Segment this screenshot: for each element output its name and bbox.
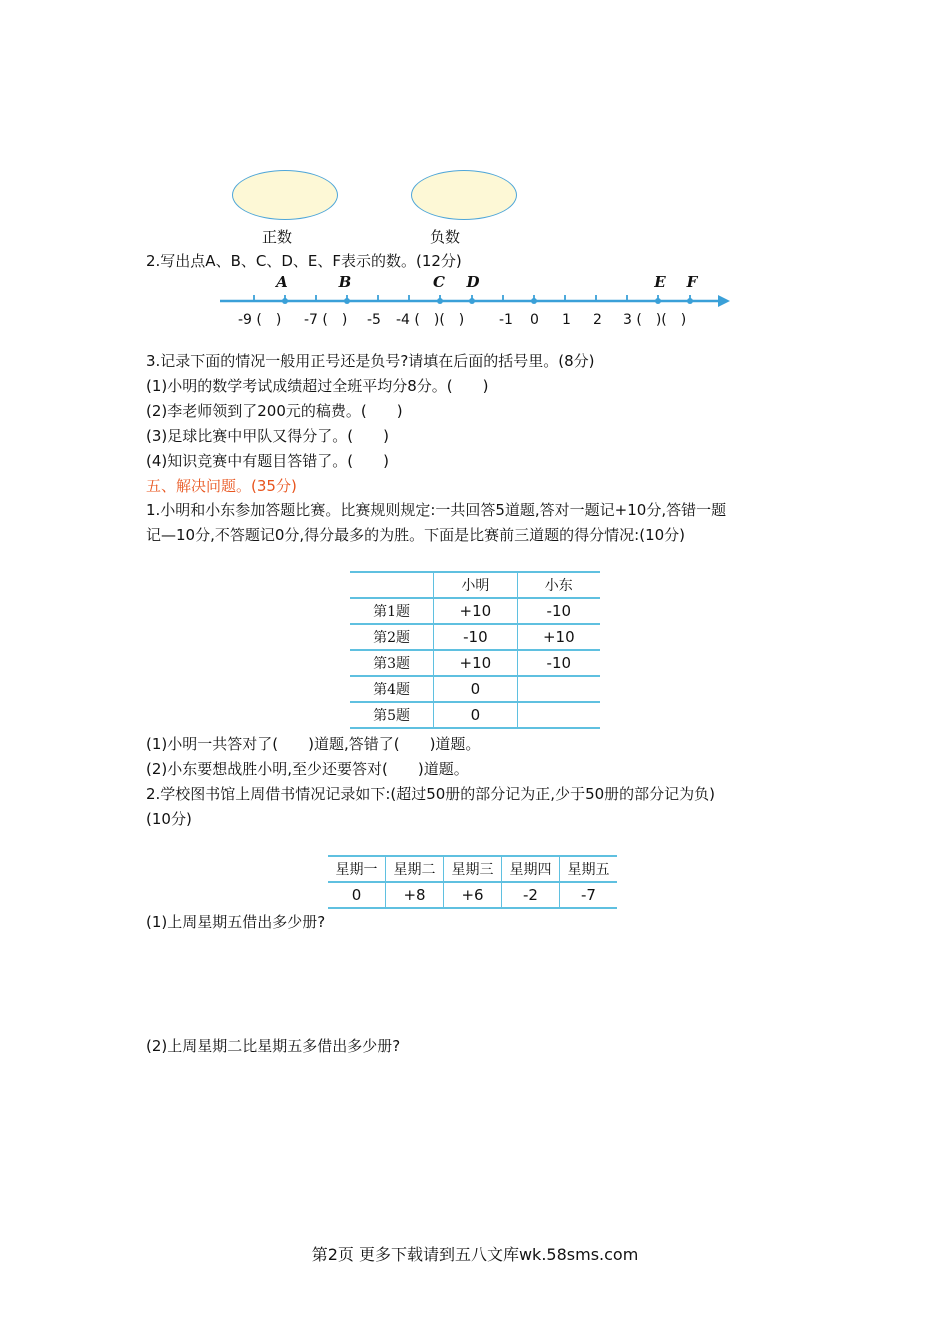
table-row-label: 第5题 xyxy=(350,702,434,728)
point-e-dot xyxy=(655,298,661,304)
tick-label: -5 xyxy=(367,312,381,328)
tick-label: 2 xyxy=(593,312,602,328)
table-cell xyxy=(517,676,600,702)
point-label-c: C xyxy=(433,273,445,291)
point-b-dot xyxy=(344,298,350,304)
point-label-f: F xyxy=(686,273,698,291)
table-cell: -10 xyxy=(434,624,517,650)
point-label-b: B xyxy=(338,273,352,291)
p1-line1: 1.小明和小东参加答题比赛。比赛规则规定:一共回答5道题,答对一题记+10分,答错一题 xyxy=(146,501,727,519)
table-header-xiaoming: 小明 xyxy=(434,572,517,598)
q3-item-2: (2)李老师领到了200元的稿费。( ) xyxy=(146,402,403,420)
table-cell: +10 xyxy=(517,624,600,650)
tick-label: 0 xyxy=(530,312,539,328)
point-a-dot xyxy=(282,298,288,304)
table-header-wednesday: 星期三 xyxy=(444,856,502,882)
tick-label: 3 ( )( ) xyxy=(623,312,687,328)
table-cell: 0 xyxy=(434,702,517,728)
point-d-dot xyxy=(469,298,475,304)
point-label-e: E xyxy=(654,273,666,291)
q3-item-1: (1)小明的数学考试成绩超过全班平均分8分。( ) xyxy=(146,377,489,395)
q2-prompt: 2.写出点A、B、C、D、E、F表示的数。(12分) xyxy=(146,252,462,270)
table-cell: +8 xyxy=(386,882,444,908)
table-cell: +10 xyxy=(434,650,517,676)
table-header-row xyxy=(328,856,617,882)
point-label-d: D xyxy=(466,273,480,291)
table-row xyxy=(350,598,600,624)
p2-sub2: (2)上周星期二比星期五多借出多少册? xyxy=(146,1037,401,1055)
negative-oval xyxy=(411,170,517,220)
p2-line2: (10分) xyxy=(146,810,192,828)
table-header-xiaodong: 小东 xyxy=(517,572,600,598)
table-row-label: 第1题 xyxy=(350,598,434,624)
table-header-tuesday: 星期二 xyxy=(386,856,444,882)
table-row xyxy=(350,702,600,728)
table-cell: +6 xyxy=(444,882,502,908)
tick-label: -1 xyxy=(499,312,513,328)
number-line xyxy=(210,270,740,332)
p1-sub1: (1)小明一共答对了( )道题,答错了( )道题。 xyxy=(146,735,481,753)
tick-label: 1 xyxy=(562,312,571,328)
table-cell: -10 xyxy=(517,598,600,624)
table-cell: -2 xyxy=(502,882,560,908)
tick-label: -4 ( )( ) xyxy=(396,312,465,328)
table-header-thursday: 星期四 xyxy=(502,856,560,882)
p2-line1: 2.学校图书馆上周借书情况记录如下:(超过50册的部分记为正,少于50册的部分记为负) xyxy=(146,785,716,803)
tick-label: -9 ( ) xyxy=(238,312,282,328)
table-cell xyxy=(517,702,600,728)
table-row-label: 第3题 xyxy=(350,650,434,676)
table-header-monday: 星期一 xyxy=(328,856,386,882)
positive-oval xyxy=(232,170,338,220)
p1-sub2: (2)小东要想战胜小明,至少还要答对( )道题。 xyxy=(146,760,469,778)
library-table xyxy=(328,855,617,909)
p2-sub1: (1)上周星期五借出多少册? xyxy=(146,913,326,931)
positive-label: 正数 xyxy=(262,228,293,246)
tick-label: -7 ( ) xyxy=(304,312,348,328)
point-label-a: A xyxy=(276,273,288,291)
table-cell xyxy=(350,572,434,598)
table-cell: 0 xyxy=(328,882,386,908)
table-row-label: 第2题 xyxy=(350,624,434,650)
table-row-label: 第4题 xyxy=(350,676,434,702)
q3-prompt: 3.记录下面的情况一般用正号还是负号?请填在后面的括号里。(8分) xyxy=(146,352,595,370)
table-cell: +10 xyxy=(434,598,517,624)
table-row xyxy=(350,624,600,650)
point-zero-dot xyxy=(531,298,537,304)
section5-heading: 五、解决问题。(35分) xyxy=(146,477,297,495)
q3-item-3: (3)足球比赛中甲队又得分了。( ) xyxy=(146,427,389,445)
table-row xyxy=(350,650,600,676)
table-header-row xyxy=(350,572,600,598)
table-header-friday: 星期五 xyxy=(560,856,618,882)
table-cell: 0 xyxy=(434,676,517,702)
table-row xyxy=(328,882,617,908)
table-cell: -10 xyxy=(517,650,600,676)
p1-line2: 记—10分,不答题记0分,得分最多的为胜。下面是比赛前三道题的得分情况:(10分) xyxy=(146,526,686,544)
table-cell: -7 xyxy=(560,882,618,908)
point-f-dot xyxy=(687,298,693,304)
point-c-dot xyxy=(437,298,443,304)
table-row xyxy=(350,676,600,702)
score-table xyxy=(350,571,600,729)
page-footer: 第2页 更多下载请到五八文库wk.58sms.com xyxy=(311,1245,639,1264)
negative-label: 负数 xyxy=(430,228,461,246)
q3-item-4: (4)知识竞赛中有题目答错了。( ) xyxy=(146,452,389,470)
